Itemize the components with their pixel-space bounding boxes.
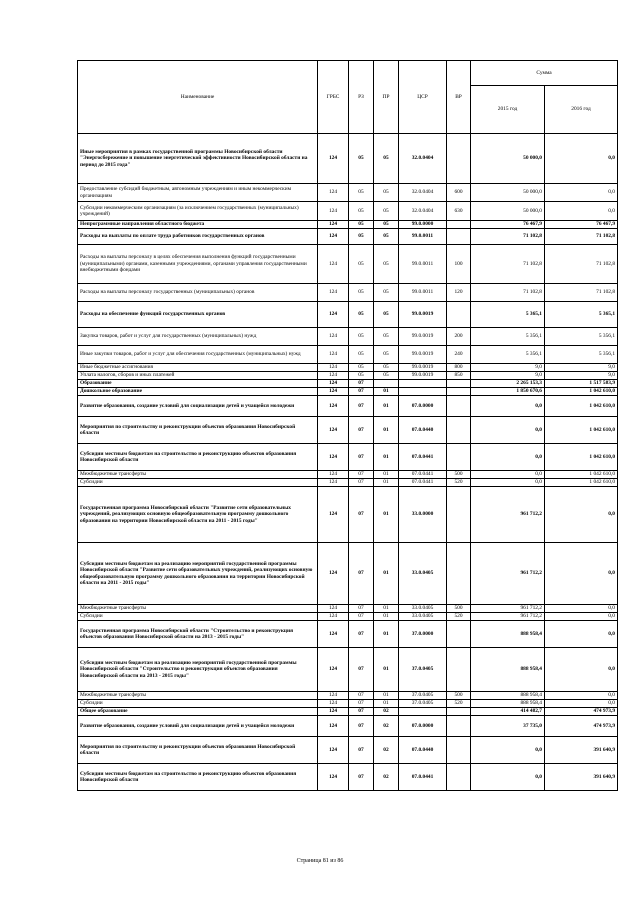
cell-rz: 07 xyxy=(349,692,374,700)
cell-name: Государственная программа Новосибирской области "Строительство и реконструкция объектов образования Новосибирской области на 2013 - 2015 годы" xyxy=(78,621,318,648)
cell-pr: 02 xyxy=(374,716,399,737)
cell-grbs: 124 xyxy=(318,372,349,380)
cell-v2: 1 042 610,0 xyxy=(545,479,618,487)
cell-vr xyxy=(447,229,471,245)
cell-v1: 961 712,2 xyxy=(471,613,545,621)
cell-grbs: 124 xyxy=(318,396,349,417)
header-rz: РЗ xyxy=(349,61,374,134)
cell-name: Субсидии местным бюджетам на строительство и реконструкцию объектов образования Новосибирской области xyxy=(78,764,318,791)
cell-pr: 05 xyxy=(374,202,399,221)
cell-rz: 07 xyxy=(349,700,374,708)
table-row xyxy=(78,605,618,613)
cell-v2: 9,0 xyxy=(545,372,618,380)
cell-grbs: 124 xyxy=(318,245,349,284)
cell-grbs: 124 xyxy=(318,737,349,764)
cell-v1: 50 000,0 xyxy=(471,202,545,221)
page-footer: Страница 81 из 86 xyxy=(296,858,344,864)
cell-rz: 07 xyxy=(349,396,374,417)
cell-rz: 05 xyxy=(349,245,374,284)
cell-grbs: 124 xyxy=(318,479,349,487)
cell-v2: 1 042 610,0 xyxy=(545,471,618,479)
table-row xyxy=(78,372,618,380)
cell-rz: 07 xyxy=(349,708,374,716)
cell-pr xyxy=(374,380,399,388)
cell-vr xyxy=(447,417,471,444)
table-row xyxy=(78,764,618,791)
cell-v1: 1 850 670,6 xyxy=(471,388,545,396)
cell-csr: 32.0.0404 xyxy=(399,134,447,184)
cell-vr xyxy=(447,708,471,716)
cell-v2: 1 517 583,9 xyxy=(545,380,618,388)
cell-grbs: 124 xyxy=(318,613,349,621)
cell-csr: 99.0.0000 xyxy=(399,221,447,229)
table-row xyxy=(78,716,618,737)
cell-name: Расходы на выплаты персоналу государственных (муниципальных) органов xyxy=(78,284,318,302)
cell-grbs: 124 xyxy=(318,380,349,388)
cell-v1: 5 356,1 xyxy=(471,346,545,364)
table-row xyxy=(78,479,618,487)
table-row xyxy=(78,737,618,764)
cell-v1: 2 265 153,3 xyxy=(471,380,545,388)
cell-pr: 01 xyxy=(374,700,399,708)
cell-vr xyxy=(447,621,471,648)
cell-pr: 05 xyxy=(374,229,399,245)
cell-rz: 07 xyxy=(349,487,374,543)
cell-grbs: 124 xyxy=(318,221,349,229)
cell-v1: 0,0 xyxy=(471,396,545,417)
cell-vr: 600 xyxy=(447,184,471,202)
cell-pr: 05 xyxy=(374,328,399,346)
cell-rz: 07 xyxy=(349,471,374,479)
cell-csr: 07.0.0000 xyxy=(399,716,447,737)
cell-vr xyxy=(447,648,471,692)
cell-grbs: 124 xyxy=(318,184,349,202)
cell-pr: 01 xyxy=(374,487,399,543)
cell-rz: 07 xyxy=(349,764,374,791)
cell-pr: 01 xyxy=(374,605,399,613)
cell-v1: 5 365,1 xyxy=(471,302,545,328)
header-name: Наименование xyxy=(78,61,318,134)
cell-rz: 05 xyxy=(349,284,374,302)
cell-vr: 500 xyxy=(447,605,471,613)
cell-vr xyxy=(447,737,471,764)
cell-v1: 888 958,4 xyxy=(471,700,545,708)
header-year-2016: 2016 год xyxy=(545,86,618,134)
header-csr: ЦСР xyxy=(399,61,447,134)
table-body xyxy=(78,134,618,791)
cell-name: Иные мероприятия в рамках государственной программы Новосибирской области "Энергосбережение и повышение энергетической эффективности Новосибирской области на период до 2015 года" xyxy=(78,134,318,184)
cell-name: Субсидии некоммерческим организациям (за исключением государственных (муниципальных) учреждений) xyxy=(78,202,318,221)
cell-rz: 07 xyxy=(349,388,374,396)
header-sum: Сумма xyxy=(471,61,618,86)
table-row xyxy=(78,444,618,471)
cell-grbs: 124 xyxy=(318,708,349,716)
cell-grbs: 124 xyxy=(318,471,349,479)
cell-v1: 414 482,7 xyxy=(471,708,545,716)
cell-v2: 0,0 xyxy=(545,700,618,708)
cell-v2: 5 356,1 xyxy=(545,346,618,364)
cell-v2: 0,0 xyxy=(545,692,618,700)
table-row xyxy=(78,184,618,202)
table-row xyxy=(78,229,618,245)
cell-pr: 05 xyxy=(374,372,399,380)
table-row xyxy=(78,692,618,700)
table-row xyxy=(78,700,618,708)
cell-name: Дошкольное образование xyxy=(78,388,318,396)
cell-pr: 05 xyxy=(374,134,399,184)
cell-pr: 01 xyxy=(374,543,399,605)
cell-pr: 05 xyxy=(374,284,399,302)
cell-rz: 07 xyxy=(349,543,374,605)
cell-pr: 05 xyxy=(374,245,399,284)
cell-rz: 07 xyxy=(349,613,374,621)
cell-grbs: 124 xyxy=(318,302,349,328)
cell-grbs: 124 xyxy=(318,444,349,471)
table-row xyxy=(78,487,618,543)
cell-v2: 391 640,9 xyxy=(545,764,618,791)
cell-vr: 800 xyxy=(447,364,471,372)
cell-grbs: 124 xyxy=(318,388,349,396)
cell-rz: 07 xyxy=(349,605,374,613)
cell-v1: 50 000,0 xyxy=(471,184,545,202)
cell-rz: 05 xyxy=(349,372,374,380)
cell-csr: 33.0.0405 xyxy=(399,543,447,605)
cell-pr: 02 xyxy=(374,764,399,791)
cell-csr: 33.0.0405 xyxy=(399,613,447,621)
cell-name: Мероприятия по строительству и реконструкции объектов образования Новосибирской области xyxy=(78,737,318,764)
cell-v2: 71 102,8 xyxy=(545,284,618,302)
cell-v1: 37 735,0 xyxy=(471,716,545,737)
cell-v1: 961 712,2 xyxy=(471,543,545,605)
cell-v2: 0,0 xyxy=(545,648,618,692)
cell-vr: 520 xyxy=(447,479,471,487)
cell-v2: 1 042 610,0 xyxy=(545,396,618,417)
cell-pr: 01 xyxy=(374,417,399,444)
cell-v1: 0,0 xyxy=(471,471,545,479)
cell-v2: 474 973,9 xyxy=(545,708,618,716)
cell-name: Уплата налогов, сборов и иных платежей xyxy=(78,372,318,380)
cell-grbs: 124 xyxy=(318,487,349,543)
cell-v1: 71 102,8 xyxy=(471,245,545,284)
cell-csr: 07.0.0440 xyxy=(399,417,447,444)
cell-vr: 240 xyxy=(447,346,471,364)
cell-csr: 99.0.0011 xyxy=(399,245,447,284)
cell-v1: 50 000,0 xyxy=(471,134,545,184)
cell-grbs: 124 xyxy=(318,364,349,372)
cell-vr xyxy=(447,388,471,396)
cell-name: Субсидии местным бюджетам на реализацию мероприятий государственной программы Новосибирской области "Строительство и реконструкция объектов образования Новосибирской области на 2013 - 2015 годы" xyxy=(78,648,318,692)
cell-pr: 02 xyxy=(374,708,399,716)
cell-name: Общее образование xyxy=(78,708,318,716)
table-row xyxy=(78,284,618,302)
cell-v2: 391 640,9 xyxy=(545,737,618,764)
cell-v1: 0,0 xyxy=(471,479,545,487)
cell-v1: 961 712,2 xyxy=(471,487,545,543)
cell-rz: 05 xyxy=(349,202,374,221)
cell-vr xyxy=(447,134,471,184)
cell-vr: 630 xyxy=(447,202,471,221)
cell-v1: 71 102,8 xyxy=(471,229,545,245)
cell-rz: 05 xyxy=(349,229,374,245)
cell-grbs: 124 xyxy=(318,716,349,737)
table-row xyxy=(78,346,618,364)
cell-csr: 37.0.0000 xyxy=(399,621,447,648)
cell-vr xyxy=(447,716,471,737)
budget-table xyxy=(77,60,618,791)
cell-v1: 0,0 xyxy=(471,737,545,764)
cell-grbs: 124 xyxy=(318,700,349,708)
cell-csr: 32.0.0404 xyxy=(399,202,447,221)
cell-pr: 05 xyxy=(374,364,399,372)
cell-rz: 05 xyxy=(349,134,374,184)
cell-rz: 07 xyxy=(349,737,374,764)
cell-grbs: 124 xyxy=(318,543,349,605)
cell-grbs: 124 xyxy=(318,621,349,648)
cell-csr: 99.0.0019 xyxy=(399,302,447,328)
cell-v1: 0,0 xyxy=(471,444,545,471)
cell-name: Государственная программа Новосибирской области "Развитие сети образовательных учреждений, реализующих основную общеобразовательную программу дошкольного образования на территории Новосибирской области на 2011 - 2015 годы" xyxy=(78,487,318,543)
cell-v2: 0,0 xyxy=(545,202,618,221)
cell-vr xyxy=(447,543,471,605)
cell-v2: 1 042 610,0 xyxy=(545,388,618,396)
cell-csr: 32.0.0404 xyxy=(399,184,447,202)
cell-name: Субсидии местным бюджетам на реализацию мероприятий государственной программы Новосибирской области "Развитие сети образовательных учреждений, реализующих основную общеобразовательную программу дошкольного образования на территории Новосибирской области на 2011 - 2015 годы" xyxy=(78,543,318,605)
cell-rz: 05 xyxy=(349,346,374,364)
cell-csr: 99.0.0011 xyxy=(399,229,447,245)
cell-v2: 0,0 xyxy=(545,487,618,543)
cell-v1: 888 958,4 xyxy=(471,692,545,700)
table-row xyxy=(78,388,618,396)
table-row xyxy=(78,221,618,229)
cell-vr xyxy=(447,764,471,791)
cell-pr: 05 xyxy=(374,346,399,364)
cell-csr: 99.0.0011 xyxy=(399,284,447,302)
cell-csr xyxy=(399,388,447,396)
table-row xyxy=(78,621,618,648)
cell-v2: 9,0 xyxy=(545,364,618,372)
table-row xyxy=(78,648,618,692)
cell-name: Иные закупки товаров, работ и услуг для обеспечения государственных (муниципальных) нужд xyxy=(78,346,318,364)
cell-name: Субсидии xyxy=(78,700,318,708)
cell-v2: 76 467,9 xyxy=(545,221,618,229)
cell-pr: 01 xyxy=(374,479,399,487)
cell-v1: 5 356,1 xyxy=(471,328,545,346)
cell-vr: 520 xyxy=(447,613,471,621)
header-grbs: ГРБС xyxy=(318,61,349,134)
cell-name: Непрограммные направления областного бюджета xyxy=(78,221,318,229)
cell-pr: 01 xyxy=(374,621,399,648)
table-row xyxy=(78,134,618,184)
cell-v1: 888 958,4 xyxy=(471,621,545,648)
cell-grbs: 124 xyxy=(318,134,349,184)
cell-name: Образование xyxy=(78,380,318,388)
cell-v1: 9,0 xyxy=(471,372,545,380)
cell-name: Субсидии местным бюджетам на строительство и реконструкцию объектов образования Новосибирской области xyxy=(78,444,318,471)
cell-rz: 07 xyxy=(349,479,374,487)
table-row xyxy=(78,417,618,444)
cell-grbs: 124 xyxy=(318,648,349,692)
cell-vr: 100 xyxy=(447,245,471,284)
table-row xyxy=(78,302,618,328)
cell-vr xyxy=(447,396,471,417)
cell-csr: 37.0.0405 xyxy=(399,700,447,708)
table-row xyxy=(78,380,618,388)
cell-csr: 37.0.0405 xyxy=(399,692,447,700)
cell-pr: 01 xyxy=(374,444,399,471)
header-year-2015: 2015 год xyxy=(471,86,545,134)
cell-grbs: 124 xyxy=(318,202,349,221)
table-row xyxy=(78,396,618,417)
cell-vr: 500 xyxy=(447,471,471,479)
cell-name: Закупка товаров, работ и услуг для государственных (муниципальных) нужд xyxy=(78,328,318,346)
cell-v1: 9,0 xyxy=(471,364,545,372)
cell-csr: 07.0.0440 xyxy=(399,737,447,764)
cell-vr xyxy=(447,444,471,471)
cell-vr: 200 xyxy=(447,328,471,346)
cell-v2: 0,0 xyxy=(545,621,618,648)
cell-v1: 76 467,9 xyxy=(471,221,545,229)
cell-name: Расходы на выплаты персоналу в целях обеспечения выполнения функций государственными (муниципальными) органами, казенными учреждениями, органами управления государственными внебюджетными фондами xyxy=(78,245,318,284)
cell-name: Иные бюджетные ассигнования xyxy=(78,364,318,372)
cell-csr: 07.0.0441 xyxy=(399,444,447,471)
table-row xyxy=(78,613,618,621)
cell-name: Субсидии xyxy=(78,613,318,621)
cell-grbs: 124 xyxy=(318,284,349,302)
cell-v2: 0,0 xyxy=(545,184,618,202)
cell-csr xyxy=(399,708,447,716)
table-row xyxy=(78,708,618,716)
cell-csr: 37.0.0405 xyxy=(399,648,447,692)
cell-v2: 474 973,9 xyxy=(545,716,618,737)
cell-pr: 05 xyxy=(374,221,399,229)
cell-csr: 99.0.0019 xyxy=(399,364,447,372)
cell-csr: 33.0.0405 xyxy=(399,605,447,613)
cell-rz: 05 xyxy=(349,328,374,346)
cell-vr: 120 xyxy=(447,284,471,302)
cell-csr: 99.0.0019 xyxy=(399,372,447,380)
cell-vr xyxy=(447,487,471,543)
cell-name: Развитие образования, создание условий для социализации детей и учащейся молодежи xyxy=(78,396,318,417)
table-row xyxy=(78,245,618,284)
cell-csr: 99.0.0019 xyxy=(399,328,447,346)
cell-name: Расходы на выплаты по оплате труда работников государственных органов xyxy=(78,229,318,245)
cell-rz: 05 xyxy=(349,221,374,229)
cell-rz: 07 xyxy=(349,417,374,444)
cell-rz: 07 xyxy=(349,621,374,648)
table-row xyxy=(78,328,618,346)
cell-vr xyxy=(447,221,471,229)
cell-rz: 05 xyxy=(349,302,374,328)
cell-pr: 01 xyxy=(374,388,399,396)
cell-name: Расходы на обеспечение функций государственных органов xyxy=(78,302,318,328)
cell-v1: 961 712,2 xyxy=(471,605,545,613)
cell-v2: 0,0 xyxy=(545,543,618,605)
table-header xyxy=(78,61,618,134)
header-vr: ВР xyxy=(447,61,471,134)
cell-pr: 01 xyxy=(374,692,399,700)
cell-csr: 99.0.0019 xyxy=(399,346,447,364)
cell-name: Мероприятия по строительству и реконструкции объектов образования Новосибирской области xyxy=(78,417,318,444)
table-row xyxy=(78,364,618,372)
cell-csr: 07.0.0441 xyxy=(399,471,447,479)
cell-v2: 1 042 610,0 xyxy=(545,417,618,444)
cell-v2: 71 102,8 xyxy=(545,229,618,245)
cell-name: Предоставление субсидий бюджетным, автономным учреждениям и иным некоммерческим организациям xyxy=(78,184,318,202)
cell-v2: 5 365,1 xyxy=(545,302,618,328)
cell-csr: 07.0.0000 xyxy=(399,396,447,417)
cell-vr xyxy=(447,302,471,328)
table-row xyxy=(78,543,618,605)
cell-rz: 07 xyxy=(349,648,374,692)
table-row xyxy=(78,471,618,479)
cell-rz: 07 xyxy=(349,380,374,388)
cell-v1: 71 102,8 xyxy=(471,284,545,302)
cell-pr: 01 xyxy=(374,471,399,479)
cell-pr: 05 xyxy=(374,184,399,202)
cell-rz: 05 xyxy=(349,184,374,202)
cell-v2: 1 042 610,0 xyxy=(545,444,618,471)
cell-rz: 07 xyxy=(349,716,374,737)
cell-v2: 0,0 xyxy=(545,613,618,621)
cell-pr: 01 xyxy=(374,648,399,692)
budget-sheet xyxy=(77,60,617,791)
cell-name: Межбюджетные трансферты xyxy=(78,692,318,700)
cell-vr: 520 xyxy=(447,700,471,708)
cell-pr: 01 xyxy=(374,396,399,417)
cell-v2: 71 102,8 xyxy=(545,245,618,284)
cell-rz: 07 xyxy=(349,444,374,471)
cell-grbs: 124 xyxy=(318,764,349,791)
cell-grbs: 124 xyxy=(318,328,349,346)
cell-name: Субсидии xyxy=(78,479,318,487)
cell-v2: 5 356,1 xyxy=(545,328,618,346)
table-row xyxy=(78,202,618,221)
cell-v1: 0,0 xyxy=(471,417,545,444)
cell-name: Межбюджетные трансферты xyxy=(78,471,318,479)
cell-grbs: 124 xyxy=(318,605,349,613)
cell-v1: 888 958,4 xyxy=(471,648,545,692)
cell-csr: 33.0.0000 xyxy=(399,487,447,543)
header-pr: ПР xyxy=(374,61,399,134)
cell-vr: 850 xyxy=(447,372,471,380)
cell-grbs: 124 xyxy=(318,692,349,700)
cell-name: Развитие образования, создание условий для социализации детей и учащейся молодежи xyxy=(78,716,318,737)
cell-pr: 02 xyxy=(374,737,399,764)
cell-vr xyxy=(447,380,471,388)
cell-v2: 0,0 xyxy=(545,134,618,184)
cell-csr: 07.0.0441 xyxy=(399,479,447,487)
cell-grbs: 124 xyxy=(318,229,349,245)
cell-rz: 05 xyxy=(349,364,374,372)
cell-vr: 500 xyxy=(447,692,471,700)
cell-v1: 0,0 xyxy=(471,764,545,791)
cell-csr: 07.0.0441 xyxy=(399,764,447,791)
cell-v2: 0,0 xyxy=(545,605,618,613)
cell-pr: 01 xyxy=(374,613,399,621)
cell-grbs: 124 xyxy=(318,417,349,444)
cell-pr: 05 xyxy=(374,302,399,328)
cell-csr xyxy=(399,380,447,388)
cell-name: Межбюджетные трансферты xyxy=(78,605,318,613)
cell-grbs: 124 xyxy=(318,346,349,364)
